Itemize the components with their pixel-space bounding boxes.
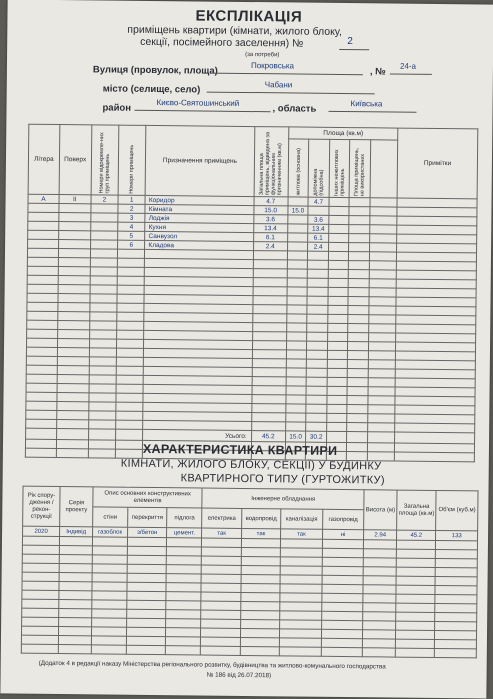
header-empty-col [370, 140, 398, 198]
header-notes: Примітки [397, 128, 478, 199]
region-line [328, 111, 416, 113]
total-living: 15.0 [285, 431, 306, 442]
header-purpose: Призначення приміщень [145, 125, 254, 196]
header-gas: газопровід [322, 509, 364, 529]
district-label: район [102, 102, 132, 114]
document-title: ЕКСПЛІКАЦІЯ [195, 7, 303, 26]
header-room-numbers: Номери приміщень [118, 125, 146, 195]
header-walls: стіни [93, 507, 128, 527]
city-line [207, 92, 375, 95]
number-line [390, 73, 432, 74]
street-label: Вулиця (провулок, площа) [92, 64, 218, 77]
section2-title: ХАРАКТЕРИСТИКА КВАРТИРИ [142, 441, 338, 458]
region-label: , область [272, 103, 317, 115]
header-electric: електрика [202, 508, 242, 528]
header-floors: підлога [167, 508, 202, 528]
total-aux: 30.2 [306, 431, 327, 442]
header-sewer: каналізація [281, 509, 323, 529]
table-row: А II 2 1 Коридор 4.7 4.7 [28, 194, 477, 208]
number-value: 24-а [399, 61, 417, 71]
section2-subtitle-1: КІМНАТИ, ЖИЛОГО БЛОКУ, СЕКЦІЇ) У БУДИНКУ [120, 457, 382, 473]
note-if-needed: (за потреби) [245, 51, 280, 59]
header-litera: Літера [28, 124, 59, 194]
characteristics-table [21, 486, 479, 659]
header-total-area: Загальна площа приміщень, відведена за функціональним призначенням (кв.м) [254, 127, 289, 197]
header-water: водопровід [241, 508, 281, 528]
table-row: 6 Кладова 2.4 2.4 [28, 239, 477, 253]
district-line [134, 110, 270, 112]
header-construction: Опис основних конструктивних елементів [93, 487, 203, 508]
header-floor: Поверх [59, 125, 92, 195]
table-row: 5 Санвузол 6.1 6.1 [28, 230, 477, 244]
subtitle-line-1: приміщень квартири (кімнати, жилого блоку, [127, 23, 343, 38]
number-label: , № [369, 66, 386, 78]
header-auxiliary: допоміжна (підсобна) [308, 139, 329, 197]
explication-table [25, 124, 478, 463]
header-height: Висота (м) [364, 490, 397, 530]
apartment-number: 2 [347, 36, 353, 48]
apartment-number-line [339, 49, 369, 50]
header-ceilings: перекриття [128, 507, 168, 527]
street-line [211, 73, 363, 76]
header-area-group: Площа (кв.м) [288, 127, 397, 140]
district-value: Києво-Святошинський [156, 98, 240, 108]
header-premises-groups: Номери відокремле-них груп приміщень [91, 125, 119, 195]
footer-line-2: № 186 від 26.07.2018) [206, 671, 272, 680]
header-non-function: Площа приміщень, не використаних [349, 140, 370, 198]
table-row: 3 Лоджія 3.6 3.6 [28, 212, 477, 226]
header-total-area: Загальна площа (кв.м) [397, 490, 437, 530]
subtitle-line-2: секції, посімейного заселення) № [140, 35, 304, 50]
table-row: 2020 Індивід газоблок з/бетон цемент. так так так ні 2.94 45.2 133 [23, 526, 478, 541]
header-series: Серія проекту [60, 487, 93, 527]
region-value: Київська [350, 99, 383, 109]
city-label: місто (селище, село) [102, 83, 201, 96]
total-label: Усього: [143, 429, 251, 441]
table-row: 4 Кухня 13.4 13.4 [28, 221, 477, 235]
header-engineering: Інженерне обладнання [202, 488, 364, 510]
total-all: 45.2 [251, 431, 285, 442]
table-row: 2 Кімната 15.0 15.0 [28, 203, 477, 217]
street-value: Покровська [250, 61, 295, 71]
header-year: Рік спору-дження / рекон-струкції [23, 486, 61, 526]
header-non-living: Інших нежитлових приміщень [329, 139, 350, 197]
header-living: житлова (основна) [288, 139, 309, 197]
section2-subtitle-2: КВАРТИРНОГО ТИПУ (ГУРТОЖИТКУ) [180, 472, 385, 487]
city-value: Чабани [264, 80, 293, 90]
footer-line-1: (Додаток 4 в редакції наказу Міністерства регіонального розвитку, будівництва та житлово-комунального господарства [38, 659, 386, 671]
header-volume: Об'єм (куб.м) [436, 490, 478, 530]
